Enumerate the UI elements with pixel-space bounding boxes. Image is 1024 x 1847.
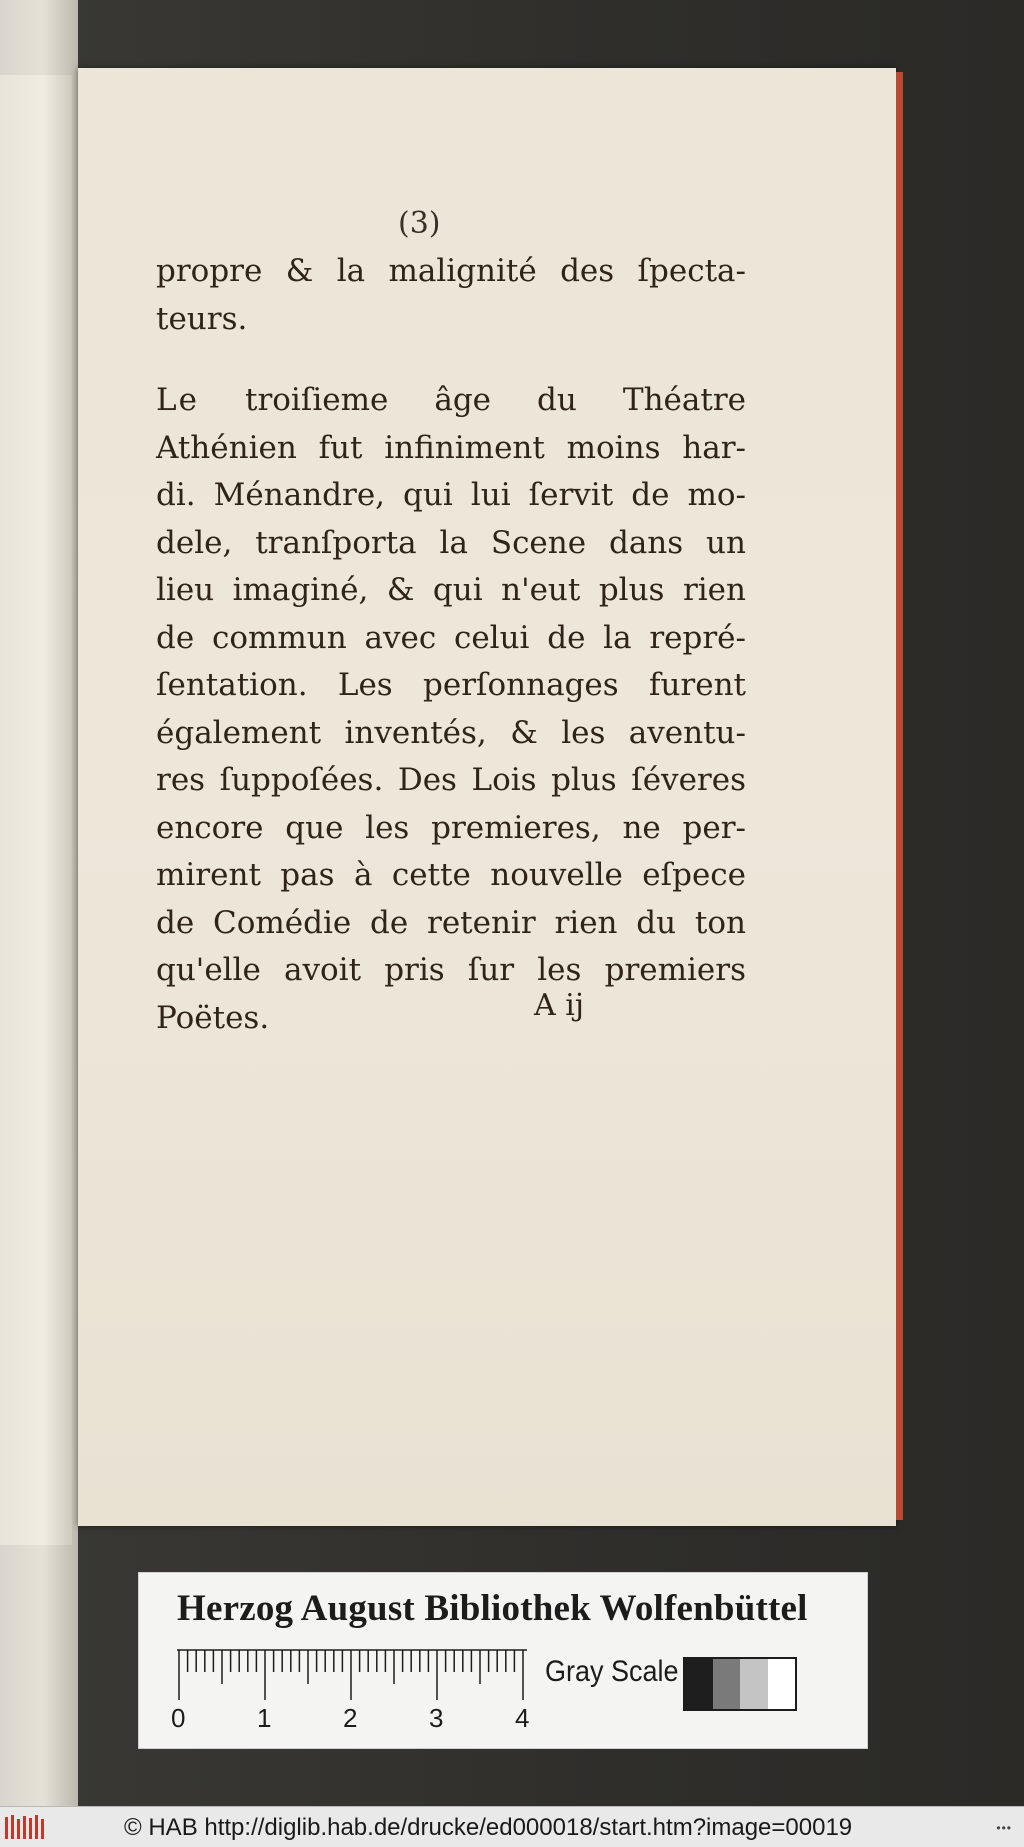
swatch-dark-gray [713,1659,741,1709]
page-text [156,248,746,1042]
color-calibration-card [138,1572,868,1749]
grayscale-label: Gray Scale [545,1655,679,1688]
text-line: qu'elle avoit pris ſur les premiers [156,952,746,988]
text-line: mirent pas à cette nouvelle eſpece [156,857,746,893]
ruler-labels [171,1703,531,1733]
text-line: res ſuppoſées. Des Lois plus ſéveres [156,762,746,798]
text-line: de Comédie de retenir rien du ton [156,904,746,941]
text-line: propre & la malignité des ſpecta- [156,253,746,289]
text-line: di. Ménandre, qui lui ſervit de mo- [156,477,746,513]
text-line: Poëtes. [156,999,270,1036]
text-line: de commun avec celui de la repré- [156,619,746,656]
ruler-label: 1 [257,1703,272,1733]
book-page [78,68,896,1526]
ruler-label: 0 [171,1703,186,1733]
text-line: teurs. [156,300,248,337]
ruler-scale [177,1649,527,1701]
page-edge-red [896,72,903,1520]
text-line-rest: troiſieme âge du Théatre [244,382,746,418]
ruler-label: 3 [429,1703,444,1733]
library-name: Herzog August Bibliothek Wolfenbüttel [177,1588,808,1629]
initial-word: Le [156,382,199,418]
grayscale-swatches [683,1657,797,1711]
text-line: Athénien fut infiniment moins har- [156,429,746,466]
text-line: ſentation. Les perſonnages furent [156,667,746,703]
text-line: encore que les premieres, ne per- [156,809,746,846]
text-line: dele, tranſporta la Scene dans un [156,524,746,561]
text-line: lieu imaginé, & qui n'eut plus rien [156,572,746,608]
page-number: (3) [398,206,441,241]
ellipsis-icon[interactable]: ••• [996,1821,1012,1835]
text-line: également inventés, & les aventu- [156,714,746,751]
hab-logo-icon [4,1813,48,1841]
swatch-black [685,1659,713,1709]
left-page-stack [0,0,78,1806]
copyright-url[interactable]: © HAB http://diglib.hab.de/drucke/ed000018/start.htm?image=00019 [124,1814,853,1841]
viewer-footer [0,1806,1024,1847]
swatch-light-gray [740,1659,768,1709]
swatch-white [768,1659,796,1709]
signature-mark: A ij [534,988,585,1023]
ruler-label: 4 [515,1703,530,1733]
ruler-label: 2 [343,1703,358,1733]
text-line [156,377,746,425]
